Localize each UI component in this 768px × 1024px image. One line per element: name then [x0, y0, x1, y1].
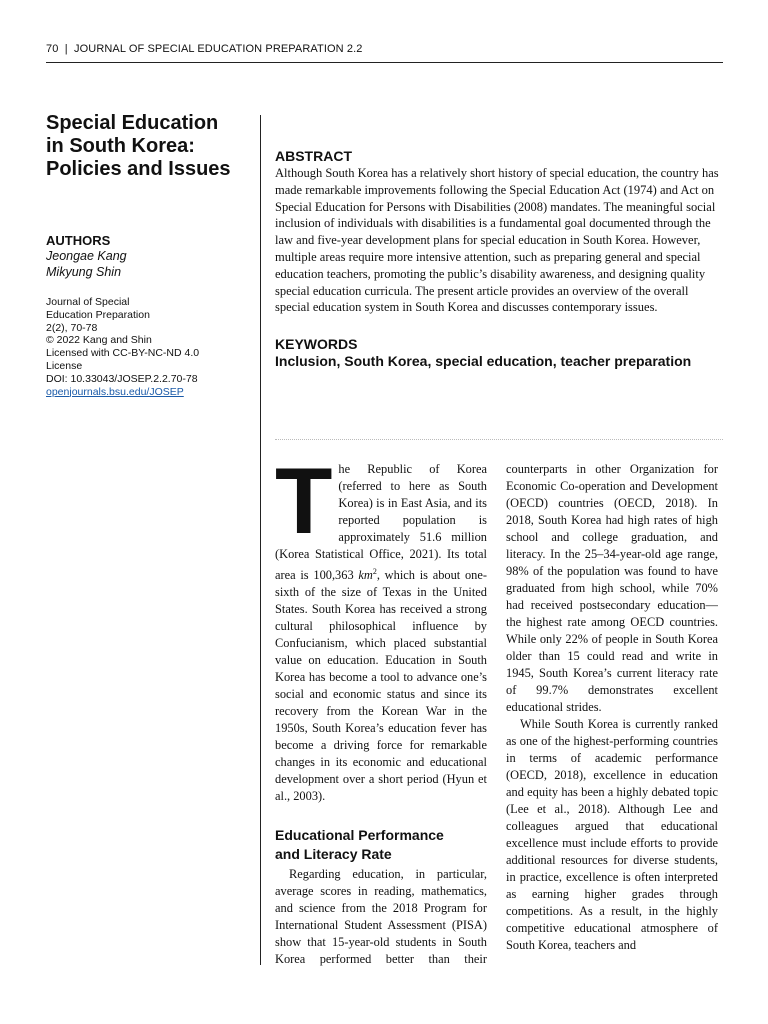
journal-link[interactable]: openjournals.bsu.edu/JOSEP [46, 385, 184, 398]
title-line: Special Education [46, 112, 219, 134]
citation-info [46, 296, 246, 398]
abstract-text: Although South Korea has a relatively short history of special education, the country has made remarkable improvements following the Special Education Act (1974) and Act on Special Education for Persons with Disabilities (2008) mandates. The meaningful social inclusion of individuals with disabilities is a fundamental goal documented through the law and five-year development plans for special education in South Korea. However, multiple areas require more intensive attention, such as preparing general and special education teachers, promoting the public’s disability awareness, and designing quality special education curricula. The present article provides an overview of the overall special education system in South Korea and discusses contemporary issues. [275, 166, 719, 315]
body-paragraph: While South Korea is currently ranked as one of the highest-performing countries in terms of academic performance (OECD, 2018), excellence in education and equity has been a highly debated topic (Lee et al., 2018). Although Lee and colleagues argued that educational excellence must include efforts to provide additional resources for diverse students, in practice, excellence is often interpreted as earning higher grades through competitions. As a result, in the highly competitive educational atmosphere of South Korea, teachers and [506, 717, 718, 952]
citation-line: Education Preparation [46, 308, 150, 321]
area-unit: km [358, 568, 373, 583]
title-line: Policies and Issues [46, 158, 231, 180]
intro-text-continued: , which is about one-sixth of the size of Texas in the United States. South Korea has received a strong cultural philosophical influence by Confucianism, which placed substantial value on education. Education in South Korea has become a tool to advance one’s social and economic status and since its recovery from the Korean War in the 1950s, South Korea’s education fever has become a driving force for remarkable changes in its economic and educational development over a short period (Hyun et al., 2003). [275, 568, 488, 804]
area-exponent: 2 [372, 567, 377, 576]
keywords-label: KEYWORDS [275, 336, 358, 353]
drop-cap: T [275, 448, 333, 553]
page-number: 70 [46, 43, 59, 55]
section-heading [275, 826, 487, 864]
doi-line: DOI: 10.33043/JOSEP.2.2.70-78 [46, 372, 198, 385]
body-column-2 [506, 461, 718, 954]
section-divider [275, 439, 723, 440]
citation-line: 2(2), 70-78 [46, 321, 98, 334]
abstract-section [275, 148, 723, 369]
body-paragraph: Regarding education, in particular, average scores in reading, mathematics, and science from the 2018 Program for International Student Assessment (PISA) show that 15-year-old students in South Korea performed better than their [275, 867, 487, 967]
author-name: Jeongae Kang [46, 249, 127, 263]
citation-line: Licensed with CC-BY-NC-ND 4.0 [46, 347, 200, 360]
intro-paragraph [275, 448, 488, 805]
intro-text: he Republic of Korea (referred to here as South Korea) is in East Asia, and its reported population is approximately 51.6 million (Korea Statistical Office, 2021). Its total area is 100,363 [275, 462, 487, 583]
paragraph-continuation [506, 461, 718, 716]
body-paragraph-continued: counterparts in other Organization for Economic Co-operation and Development (OECD) countries (OECD, 2018). In 2018, South Korea had high rates of high school and college graduation, and literacy. In the 25–34-year-old age range, 98% of the population was found to have graduated from high school, while 70% had received postsecondary education—the highest rate among OECD countries. While only 22% of people in South Korea older than 15 could read and write in 1945, South Korea’s current literacy rate of 99.7% demonstrates excellent educational strides. [506, 462, 718, 714]
journal-name: JOURNAL OF SPECIAL EDUCATION PREPARATION 2.2 [74, 43, 363, 55]
column-divider [260, 115, 261, 965]
header-rule [46, 62, 723, 63]
body-column-1 [275, 448, 488, 968]
citation-line: © 2022 Kang and Shin [46, 334, 152, 347]
citation-line: License [46, 359, 83, 372]
authors-label: AUTHORS [46, 233, 111, 248]
citation-line: Journal of Special [46, 296, 130, 308]
keywords-text: Inclusion, South Korea, special education, teacher preparation [275, 353, 692, 370]
heading-line: and Literacy Rate [275, 846, 392, 863]
article-title [46, 112, 246, 181]
title-line: in South Korea: [46, 135, 195, 157]
heading-line: Educational Performance [275, 827, 444, 844]
article-info-column [46, 112, 246, 398]
abstract-label: ABSTRACT [275, 148, 352, 164]
header-separator: | [64, 43, 68, 55]
author-name: Mikyung Shin [46, 265, 122, 279]
running-head [46, 43, 362, 55]
